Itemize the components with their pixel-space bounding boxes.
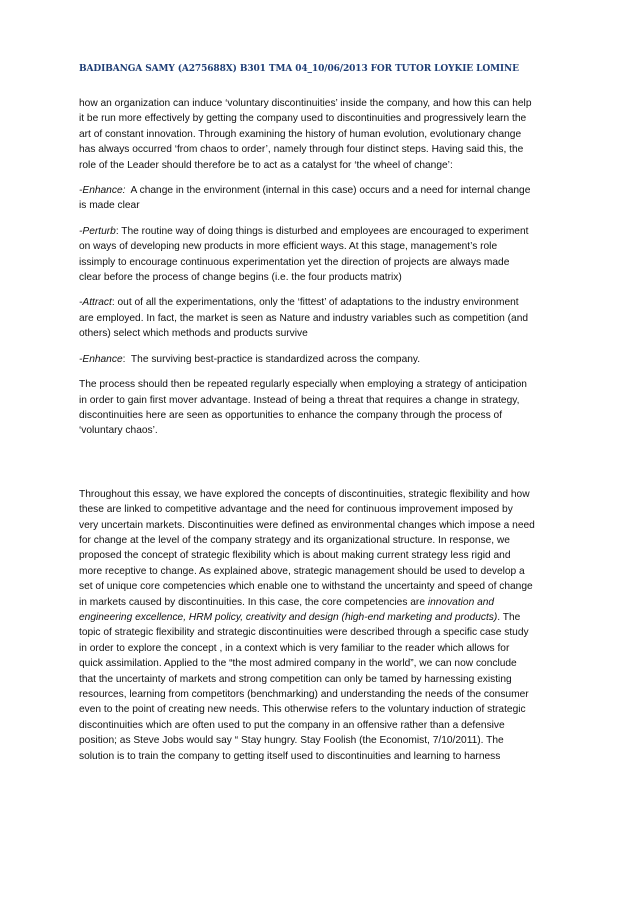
text-line: quick assimilation. Applied to the “the most admired company in the world”, we can now conclude (79, 658, 517, 670)
text-line: is made clear (79, 200, 140, 212)
text-line: discontinuities here are seen as opportunities to enhance the company through the process of (79, 409, 503, 421)
text-line: Throughout this essay, we have explored the concepts of discontinuities, strategic flexibility and how (79, 488, 530, 500)
text-line: position; as Steve Jobs would say “ Stay hungry. Stay Foolish (the Economist, 7/10/2011). The (79, 735, 504, 747)
step-text: : out of all the experimentations, only the ‘fittest’ of adaptations to the industry environment (111, 297, 519, 309)
text-line: these are linked to competitive advantage and the need for continuous improvement imposed by (79, 504, 513, 516)
text-line: solution is to train the company to getting itself used to discontinuities and learning to harness (79, 750, 501, 762)
text-line: it be run more effectively by getting the company used to discontinuities and progressively learn the (79, 113, 527, 125)
text-line: that the uncertainty of markets and strong competition can only be tamed by harnessing existing (79, 673, 512, 685)
document-body (79, 96, 561, 774)
text-line: issimply to encourage continuous experimentation yet the direction of projects are always made (79, 256, 510, 268)
text-line: clear before the process of change begins (i.e. the four products matrix) (79, 272, 402, 284)
text-segment: in markets caused by discontinuities. In this case, the core competencies are (79, 596, 428, 608)
text-line: others) select which methods and products survive (79, 328, 308, 340)
paragraph-conclusion (79, 487, 561, 764)
text-line: how an organization can induce ‘voluntary discontinuities’ inside the company, and how this can help (79, 98, 532, 109)
text-line: even to the point of creating new needs. This otherwise refers to the voluntary induction of strategic (79, 704, 526, 716)
text-line: more receptive to change. As explained above, strategic management should be used to develop a (79, 565, 525, 577)
paragraph-process (79, 377, 561, 439)
emphasis-text: innovation and (427, 596, 495, 608)
text-line (79, 183, 561, 198)
text-line: for change at the level of the company strategy and its organizational structure. In response, we (79, 534, 510, 546)
text-line: are employed. In fact, the market is seen as Nature and industry variables such as competition (and (79, 312, 529, 324)
text-line: topic of strategic flexibility and strategic discontinuities were described through a specific case study (79, 627, 529, 639)
step-term: -Enhance (79, 353, 123, 365)
text-line: on ways of developing new products in more efficient ways. At this stage, management’s role (79, 241, 498, 253)
text-line (79, 595, 561, 610)
step-text: A change in the environment (internal in this case) occurs and a need for internal change (125, 185, 531, 197)
step-text: : The surviving best-practice is standardized across the company. (122, 353, 421, 365)
text-line: ‘voluntary chaos’. (79, 425, 158, 437)
step-term: -Perturb (79, 225, 116, 237)
text-line (79, 610, 561, 625)
text-line: set of unique core competencies which enable one to withstand the uncertainty and speed of change (79, 581, 533, 593)
text-line: proposed the concept of strategic flexibility which is about making current strategy less rigid and (79, 550, 511, 562)
emphasis-text: engineering excellence, HRM policy, creativity and design (high-end marketing and products) (79, 611, 498, 623)
text-line: very uncertain markets. Discontinuities were defined as environmental changes which impose a need (79, 519, 535, 531)
paragraph-perturb (79, 224, 561, 286)
step-text: : The routine way of doing things is disturbed and employees are encouraged to experiment (115, 225, 529, 237)
text-line (79, 224, 561, 239)
paragraph-enhance-final (79, 352, 561, 367)
step-term: -Attract (79, 297, 112, 309)
document-header: BADIBANGA SAMY (A275688X) B301 TMA 04_10/06/2013 FOR TUTOR LOYKIE LOMINE (79, 64, 519, 74)
text-line: discontinuities which are often used to put the company in an offensive rather than a defensive (79, 719, 505, 731)
paragraph-attract (79, 295, 561, 341)
paragraph-spacer (79, 449, 561, 487)
text-line (79, 352, 561, 367)
text-line: The process should then be repeated regularly especially when employing a strategy of anticipation (79, 379, 527, 391)
text-line: role of the Leader should therefore be to act as a catalyst for ‘the wheel of change’: (79, 159, 453, 171)
text-line: resources, learning from competitors (benchmarking) and understanding the needs of the consumer (79, 689, 529, 700)
text-line: art of constant innovation. Through examining the history of human evolution, evolutionary change (79, 128, 522, 140)
text-line: has always occurred ‘from chaos to order’, namely through four distinct steps. Having said this, the (79, 144, 524, 156)
paragraph-enhance (79, 183, 561, 214)
paragraph-intro (79, 96, 561, 173)
step-term: -Enhance: (79, 185, 126, 197)
text-segment: . The (497, 611, 521, 623)
text-line: in order to gain first mover advantage. Instead of being a threat that requires a change in strategy, (79, 394, 520, 406)
text-line: in order to explore the concept , in a context which is very familiar to the reader which allows for (79, 642, 510, 654)
text-line (79, 295, 561, 310)
